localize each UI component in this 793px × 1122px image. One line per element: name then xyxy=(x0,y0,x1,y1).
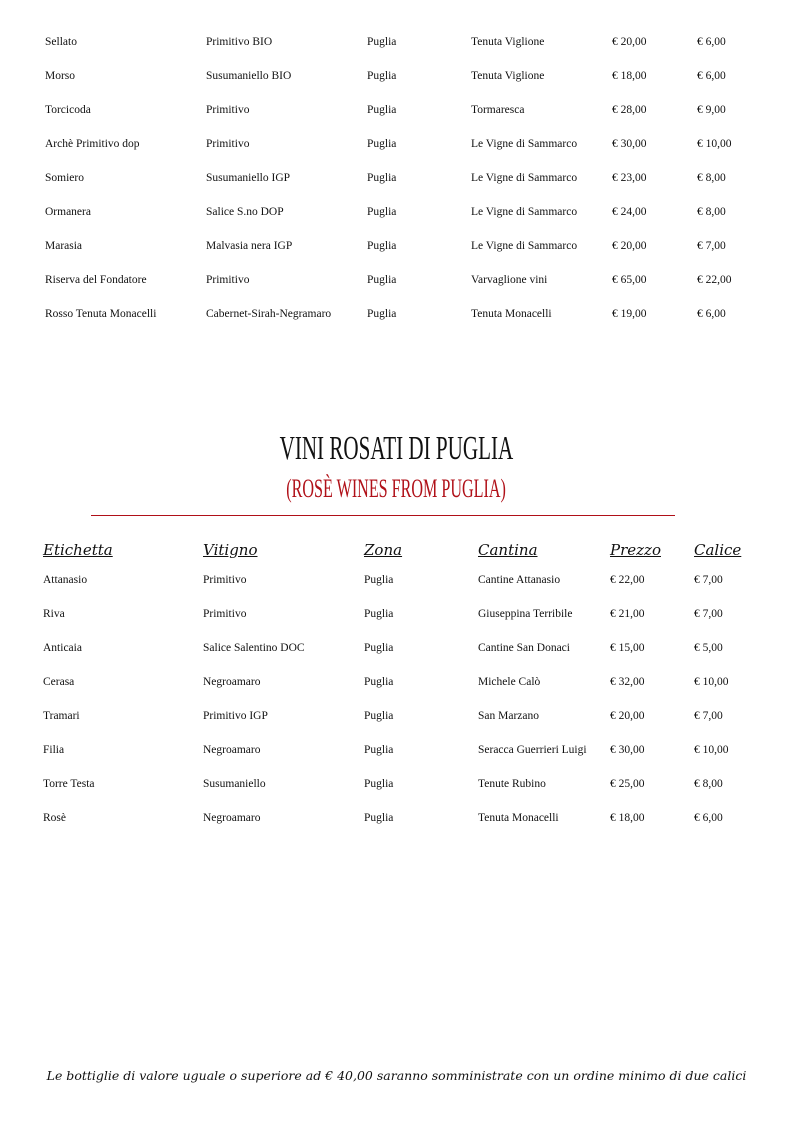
cell: Puglia xyxy=(367,274,397,286)
cell: Susumaniello IGP xyxy=(206,172,291,184)
cell: Le Vigne di Sammarco xyxy=(471,172,578,184)
cell: Cantine Attanasio xyxy=(478,574,561,586)
cell: € 30,00 xyxy=(610,744,645,756)
cell: € 6,00 xyxy=(697,36,726,48)
cell: Negroamaro xyxy=(203,812,261,824)
table-row xyxy=(0,778,793,798)
cell: Sellato xyxy=(45,36,77,48)
cell: € 30,00 xyxy=(612,138,647,150)
cell: Filia xyxy=(43,744,65,756)
cell: € 8,00 xyxy=(694,778,723,790)
cell: Tramari xyxy=(43,710,80,722)
cell: Riva xyxy=(43,608,65,620)
cell: Negroamaro xyxy=(203,744,261,756)
table-row xyxy=(0,206,793,226)
cell: Puglia xyxy=(364,574,394,586)
cell: Varvaglione vini xyxy=(471,274,548,286)
cell: Cantina xyxy=(478,541,538,559)
table-row xyxy=(0,240,793,260)
cell: Attanasio xyxy=(43,574,88,586)
table-row xyxy=(0,608,793,628)
cell: Puglia xyxy=(367,206,397,218)
cell: € 20,00 xyxy=(612,36,647,48)
cell: Marasia xyxy=(45,240,83,252)
cell: Puglia xyxy=(364,812,394,824)
cell: € 7,00 xyxy=(694,608,723,620)
table-row xyxy=(0,274,793,294)
table-row xyxy=(0,308,793,328)
cell: Puglia xyxy=(367,172,397,184)
cell: Primitivo xyxy=(203,574,247,586)
cell: € 24,00 xyxy=(612,206,647,218)
cell: € 7,00 xyxy=(694,710,723,722)
cell: € 10,00 xyxy=(694,676,729,688)
table-row xyxy=(0,812,793,832)
cell: Vitigno xyxy=(203,541,258,559)
cell: € 18,00 xyxy=(612,70,647,82)
cell: € 10,00 xyxy=(697,138,732,150)
cell: Tenuta Monacelli xyxy=(471,308,552,320)
cell: Morso xyxy=(45,70,76,82)
cell: Primitivo xyxy=(206,104,250,116)
cell: Tenute Rubino xyxy=(478,778,546,790)
cell: € 8,00 xyxy=(697,206,726,218)
cell: Susumaniello BIO xyxy=(206,70,292,82)
cell: € 18,00 xyxy=(610,812,645,824)
table-row xyxy=(0,574,793,594)
cell: Salice S.no DOP xyxy=(206,206,284,218)
table-row xyxy=(0,710,793,730)
cell: € 6,00 xyxy=(697,308,726,320)
cell: Etichetta xyxy=(43,541,113,559)
table-row xyxy=(0,70,793,90)
cell: Puglia xyxy=(364,778,394,790)
cell: € 20,00 xyxy=(612,240,647,252)
cell: Cabernet-Sirah-Negramaro xyxy=(206,308,332,320)
cell: Puglia xyxy=(367,36,397,48)
table-row xyxy=(0,138,793,158)
cell: Giuseppina Terribile xyxy=(478,608,573,620)
cell: Primitivo IGP xyxy=(203,710,268,722)
cell: Malvasia nera IGP xyxy=(206,240,293,252)
cell: Tenuta Monacelli xyxy=(478,812,559,824)
cell: € 7,00 xyxy=(697,240,726,252)
divider xyxy=(91,515,675,516)
section-title-text: VINI ROSATI DI PUGLIA xyxy=(279,430,514,467)
cell: Le Vigne di Sammarco xyxy=(471,138,578,150)
cell: Puglia xyxy=(364,744,394,756)
cell: € 21,00 xyxy=(610,608,645,620)
cell: € 6,00 xyxy=(697,70,726,82)
cell: € 23,00 xyxy=(612,172,647,184)
cell: Torre Testa xyxy=(43,778,95,790)
cell: Puglia xyxy=(367,104,397,116)
cell: Le Vigne di Sammarco xyxy=(471,206,578,218)
cell: € 9,00 xyxy=(697,104,726,116)
cell: Tenuta Viglione xyxy=(471,36,545,48)
cell: Cerasa xyxy=(43,676,75,688)
cell: Le Vigne di Sammarco xyxy=(471,240,578,252)
cell: Ormanera xyxy=(45,206,91,218)
cell: € 10,00 xyxy=(694,744,729,756)
cell: Somiero xyxy=(45,172,84,184)
cell: Zona xyxy=(364,541,403,559)
cell: Susumaniello xyxy=(203,778,266,790)
cell: Torcicoda xyxy=(45,104,91,116)
cell: San Marzano xyxy=(478,710,539,722)
cell: Puglia xyxy=(364,642,394,654)
cell: Puglia xyxy=(367,308,397,320)
cell: Puglia xyxy=(367,138,397,150)
cell: Primitivo xyxy=(206,138,250,150)
cell: € 25,00 xyxy=(610,778,645,790)
cell: Cantine San Donaci xyxy=(478,642,570,654)
cell: € 15,00 xyxy=(610,642,645,654)
cell: Rosso Tenuta Monacelli xyxy=(45,308,157,320)
table-row xyxy=(0,744,793,764)
cell: Riserva del Fondatore xyxy=(45,274,147,286)
cell: Tenuta Viglione xyxy=(471,70,545,82)
cell: Tormaresca xyxy=(471,104,525,116)
cell: Prezzo xyxy=(610,541,661,559)
table-row xyxy=(0,104,793,124)
table-row xyxy=(0,676,793,696)
section-subtitle-text: (ROSÈ WINES FROM PUGLIA) xyxy=(286,474,507,503)
cell: Seracca Guerrieri Luigi xyxy=(478,744,587,756)
cell: Puglia xyxy=(367,240,397,252)
cell: € 6,00 xyxy=(694,812,723,824)
cell: Anticaia xyxy=(43,642,82,654)
cell: Puglia xyxy=(367,70,397,82)
cell: Salice Salentino DOC xyxy=(203,642,305,654)
cell: Michele Calò xyxy=(478,676,541,688)
cell: € 22,00 xyxy=(610,574,645,586)
cell: Primitivo xyxy=(206,274,250,286)
cell: Rosè xyxy=(43,812,66,824)
cell: € 22,00 xyxy=(697,274,732,286)
section-title xyxy=(0,430,793,468)
cell: Primitivo xyxy=(203,608,247,620)
cell: € 32,00 xyxy=(610,676,645,688)
cell: € 20,00 xyxy=(610,710,645,722)
section-subtitle xyxy=(0,474,793,504)
footer-note: Le bottiglie di valore uguale o superiore ad € 40,00 saranno somministrate con un ordine minimo di due calici xyxy=(46,1068,747,1083)
table-row xyxy=(0,172,793,192)
cell: Calice xyxy=(694,541,742,559)
cell: Puglia xyxy=(364,676,394,688)
cell: € 28,00 xyxy=(612,104,647,116)
cell: Primitivo BIO xyxy=(206,36,273,48)
cell: € 7,00 xyxy=(694,574,723,586)
cell: € 19,00 xyxy=(612,308,647,320)
table-header-row xyxy=(0,541,793,561)
cell: € 65,00 xyxy=(612,274,647,286)
cell: Negroamaro xyxy=(203,676,261,688)
table-row xyxy=(0,36,793,56)
cell: € 8,00 xyxy=(697,172,726,184)
cell: Puglia xyxy=(364,608,394,620)
cell: Archè Primitivo dop xyxy=(45,138,140,150)
cell: Puglia xyxy=(364,710,394,722)
cell: € 5,00 xyxy=(694,642,723,654)
table-row xyxy=(0,642,793,662)
